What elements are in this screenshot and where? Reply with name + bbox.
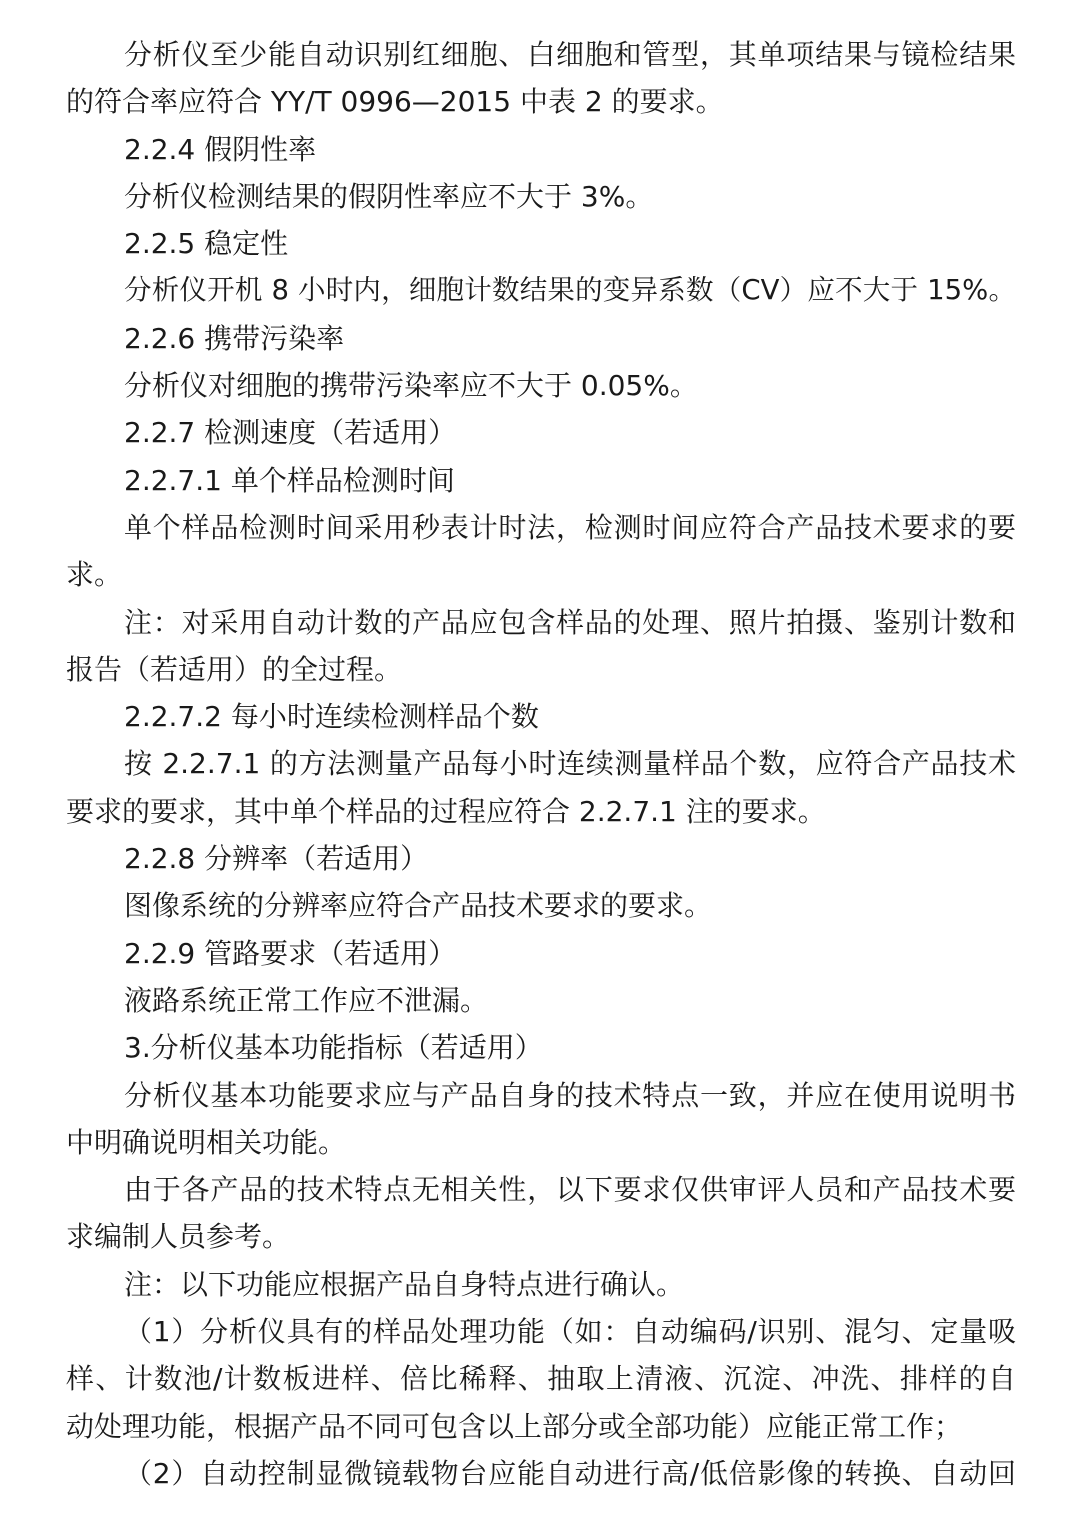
note-line: 注：以下功能应根据产品自身特点进行确认。 bbox=[124, 1267, 685, 1301]
list-item-line: （2）自动控制显微镜载物台应能自动进行高/低倍影像的转换、自动回 bbox=[124, 1456, 1016, 1490]
section-heading: 2.2.7 检测速度（若适用） bbox=[124, 416, 457, 450]
paragraph-line: 单个样品检测时间采用秒表计时法，检测时间应符合产品技术要求的要 bbox=[124, 510, 1016, 544]
paragraph-line: 分析仪对细胞的携带污染率应不大于 0.05%。 bbox=[124, 369, 698, 403]
note-line: 注：对采用自动计数的产品应包含样品的处理、照片拍摄、鉴别计数和 bbox=[124, 605, 1016, 639]
list-item-line: （1）分析仪具有的样品处理功能（如：自动编码/识别、混匀、定量吸 bbox=[124, 1315, 1016, 1349]
paragraph-line: 由于各产品的技术特点无相关性，以下要求仅供审评人员和产品技术要 bbox=[124, 1173, 1016, 1207]
paragraph-line: 液路系统正常工作应不泄漏。 bbox=[124, 983, 489, 1017]
paragraph-line: 分析仪检测结果的假阴性率应不大于 3%。 bbox=[124, 179, 654, 213]
subsection-heading: 2.2.7.1 单个样品检测时间 bbox=[124, 463, 455, 497]
subsection-heading: 2.2.7.2 每小时连续检测样品个数 bbox=[124, 700, 539, 734]
paragraph-line: 的符合率应符合 YY/T 0996—2015 中表 2 的要求。 bbox=[66, 85, 724, 119]
paragraph-line: 求编制人员参考。 bbox=[66, 1220, 291, 1254]
section-heading: 2.2.5 稳定性 bbox=[124, 227, 289, 261]
paragraph-line: 按 2.2.7.1 的方法测量产品每小时连续测量样品个数，应符合产品技术 bbox=[124, 747, 1016, 781]
paragraph-line: 求。 bbox=[66, 558, 123, 592]
paragraph-line: 分析仪开机 8 小时内，细胞计数结果的变异系数（CV）应不大于 15%。 bbox=[124, 274, 1016, 307]
chapter-heading: 3.分析仪基本功能指标（若适用） bbox=[124, 1031, 543, 1065]
paragraph-line: 中明确说明相关功能。 bbox=[66, 1125, 347, 1159]
section-heading: 2.2.4 假阴性率 bbox=[124, 132, 317, 166]
paragraph-line: 图像系统的分辨率应符合产品技术要求的要求。 bbox=[124, 889, 713, 923]
section-heading: 2.2.8 分辨率（若适用） bbox=[124, 842, 429, 876]
list-item-line: 样、计数池/计数板进样、倍比稀释、抽取上清液、沉淀、冲洗、排样的自 bbox=[66, 1362, 1016, 1396]
paragraph-line: 分析仪至少能自动识别红细胞、白细胞和管型，其单项结果与镜检结果 bbox=[124, 38, 1016, 71]
list-item-line: 动处理功能，根据产品不同可包含以上部分或全部功能）应能正常工作； bbox=[66, 1409, 963, 1443]
section-heading: 2.2.6 携带污染率 bbox=[124, 321, 345, 355]
paragraph-line: 要求的要求，其中单个样品的过程应符合 2.2.7.1 注的要求。 bbox=[66, 794, 826, 828]
section-heading: 2.2.9 管路要求（若适用） bbox=[124, 936, 457, 970]
note-line: 报告（若适用）的全过程。 bbox=[66, 652, 403, 686]
paragraph-line: 分析仪基本功能要求应与产品自身的技术特点一致，并应在使用说明书 bbox=[124, 1078, 1016, 1112]
